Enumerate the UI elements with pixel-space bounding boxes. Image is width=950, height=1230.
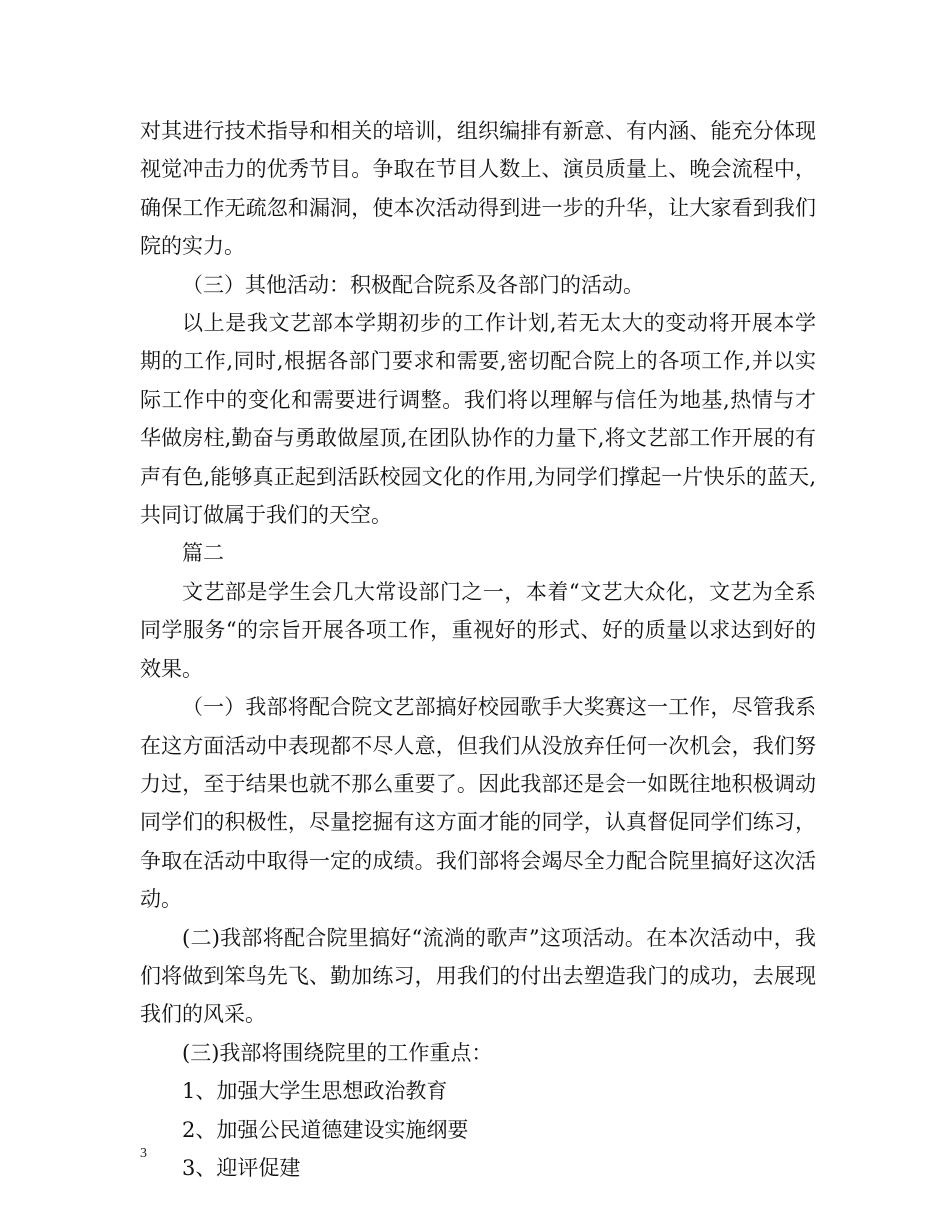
list-item: 1、加强大学生思想政治教育 [182,1079,448,1104]
paragraph-item-two: (二)我部将配合院里搞好“流淌的歌声”这项活动。在本次活动中，我们将做到笨鸟先飞、勤加练习，用我们的付出去塑造我门的成功，去展现我们的风采。 [140,925,816,1027]
paragraph-item-one: （一）我部将配合院文艺部搞好校园歌手大奖赛这一工作，尽管我系在这方面活动中表现都不尽人意，但我们从没放弃任何一次机会，我们努力过，至于结果也就不那么重要了。因此我部还是会一如既往地积极调动同学们的积极性，尽量挖掘有这方面才能的同学，认真督促同学们练习，争取在活动中取得一定的成绩。我们部将会竭尽全力配合院里搞好这次活动。 [140,695,816,912]
paragraph-other-activities: （三）其他活动：积极配合院系及各部门的活动。 [182,272,644,297]
list-item: 3、迎评促建 [182,1155,301,1180]
list-item: 2、加强公民道德建设实施纲要 [182,1117,469,1142]
section-heading-part-two: 篇二 [182,541,224,566]
paragraph-summary: 以上是我文艺部本学期初步的工作计划,若无太大的变动将开展本学期的工作,同时,根据各部门要求和需要,密切配合院上的各项工作,并以实际工作中的变化和需要进行调整。我们将以理解与信任为地基,热情与才华做房柱,勤奋与勇敢做屋顶,在团队协作的力量下,将文艺部工作开展的有声有色,能够真正起到活跃校园文化的作用,为同学们撑起一片快乐的蓝天,共同订做属于我们的天空。 [140,311,816,528]
document-body [140,112,816,1187]
page-number: 3 [140,1146,147,1161]
paragraph-item-three: (三)我部将围绕院里的工作重点： [182,1040,493,1065]
paragraph-continuation: 对其进行技术指导和相关的培训，组织编排有新意、有内涵、能充分体现视觉冲击力的优秀节目。争取在节目人数上、演员质量上、晚会流程中，确保工作无疏忽和漏洞，使本次活动得到进一步的升华，让大家看到我们院的实力。 [140,119,816,259]
paragraph-intro: 文艺部是学生会几大常设部门之一，本着“文艺大众化，文艺为全系同学服务“的宗旨开展各项工作，重视好的形式、好的质量以求达到好的效果。 [140,579,816,681]
